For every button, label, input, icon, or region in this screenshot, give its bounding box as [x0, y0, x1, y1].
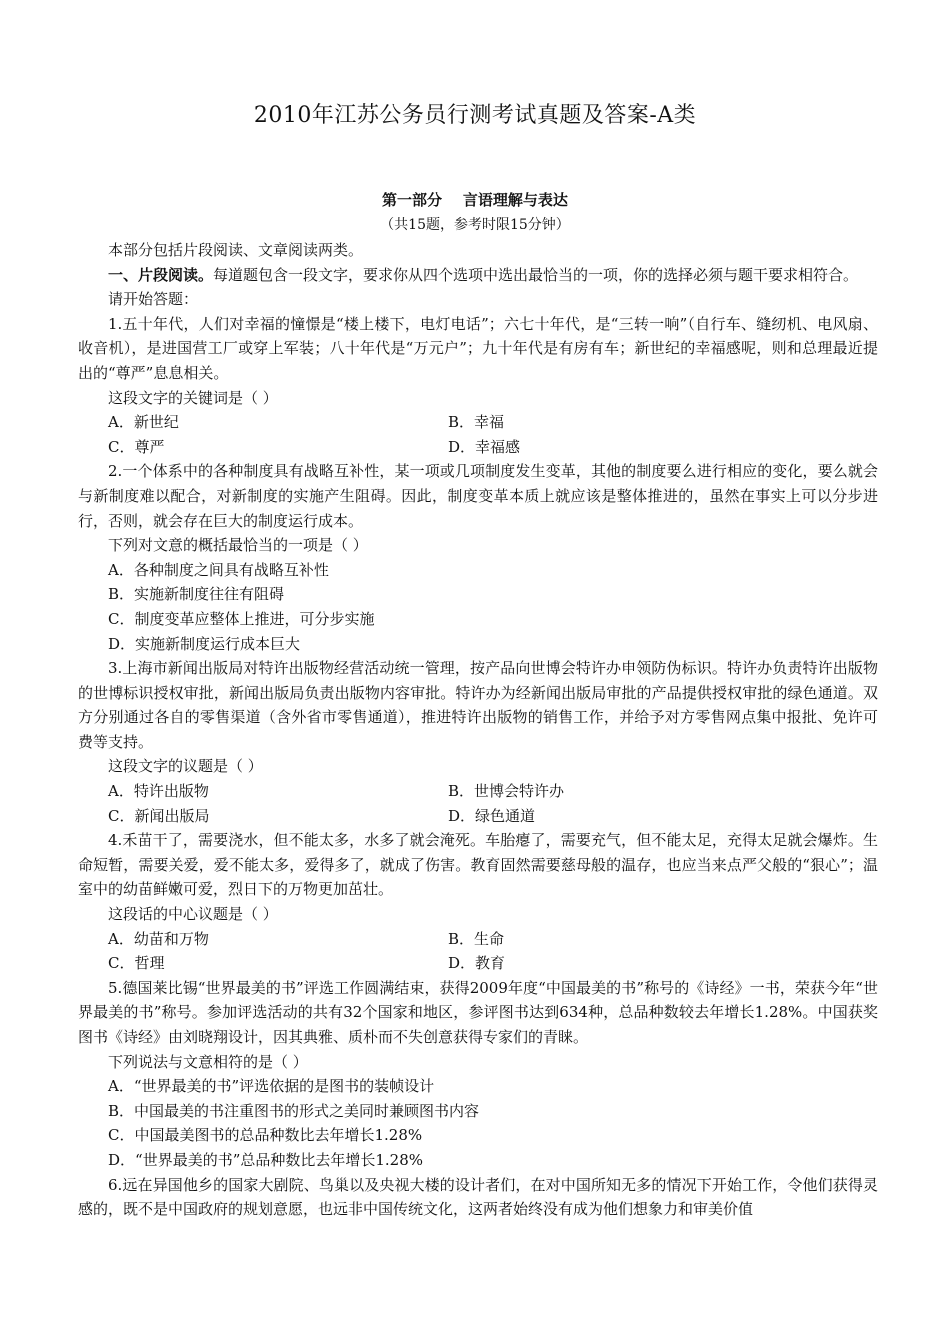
part1-instructions [78, 263, 878, 288]
question-4-prompt: 这段话的中心议题是（ ） [108, 905, 278, 924]
question-2-option-d: D．实施新制度运行成本巨大 [108, 634, 301, 653]
question-1-stem: 1.五十年代，人们对幸福的憧憬是“楼上楼下，电灯电话”；六七十年代，是“三转一响”（自行车、缝纫机、电风扇、收音机），是进国营工厂或穿上军装；八十年代是“万元户”；九十年代是有房有车；新世纪的幸福感呢，则和总理最近提出的“尊严”息息相关。 [78, 314, 878, 382]
question-3-option-b: B．世博会特许办 [448, 782, 565, 801]
question-3-stem: 3.上海市新闻出版局对特许出版物经营活动统一管理，按产品向世博会特许办申领防伪标识。特许办负责特许出版物的世博标识授权审批，新闻出版局负责出版物内容审批。特许办为经新闻出版局审批的产品提供授权审批的绿色通道。双方分别通过各自的零售渠道（含外省市零售通道），推进特许出版物的销售工作，并给予对方零售网点集中报批、免许可费等支持。 [78, 659, 878, 751]
question-1-prompt: 这段文字的关键词是（ ） [108, 388, 278, 407]
section-title: 第一部分 言语理解与表达 [382, 191, 568, 209]
question-4-options [78, 927, 878, 976]
part1-text: 每道题包含一段文字，要求你从四个选项中选出最恰当的一项，你的选择必须与题干要求相符合。 [213, 265, 859, 284]
document-title: 2010年江苏公务员行测考试真题及答案-A类 [253, 103, 697, 128]
question-5-prompt: 下列说法与文意相符的是（ ） [108, 1052, 308, 1071]
question-3-option-c: C．新闻出版局 [108, 806, 210, 825]
question-1-options [78, 410, 878, 459]
question-3-option-d: D．绿色通道 [448, 806, 536, 825]
question-1-option-d: D．幸福感 [448, 437, 521, 456]
question-5-option-c: C．中国最美图书的总品种数比去年增长1.28% [108, 1126, 423, 1145]
question-2-option-c: C．制度变革应整体上推进，可分步实施 [108, 609, 375, 628]
question-3-prompt: 这段文字的议题是（ ） [108, 757, 263, 776]
question-4-option-a: A．幼苗和万物 [108, 929, 209, 948]
question-2-prompt: 下列对文意的概括最恰当的一项是（ ） [108, 536, 368, 555]
question-6-stem: 6.远在异国他乡的国家大剧院、鸟巢以及央视大楼的设计者们，在对中国所知无多的情况下开始工作，令他们获得灵感的，既不是中国政府的规划意愿，也远非中国传统文化，这两者始终没有成为他们想象力和审美价值 [78, 1175, 878, 1219]
question-1-option-c: C．尊严 [108, 437, 165, 456]
question-5-option-d: D．“世界最美的书”总品种数比去年增长1.28% [108, 1150, 424, 1169]
question-5-stem: 5.德国莱比锡“世界最美的书”评选工作圆满结束，获得2009年度“中国最美的书”称号的《诗经》一书，荣获今年“世界最美的书”称号。参加评选活动的共有32个国家和地区，参评图书达到634种，总品种数较去年增长1.28%。中国获奖图书《诗经》由刘晓翔设计，因其典雅、质朴而不失创意获得专家们的青睐。 [78, 978, 878, 1046]
start-text: 请开始答题： [108, 290, 199, 309]
question-2-stem: 2.一个体系中的各种制度具有战略互补性，某一项或几项制度发生变革，其他的制度要么进行相应的变化，要么就会与新制度难以配合，对新制度的实施产生阻碍。因此，制度变革本质上就应该是整体推进的，虽然在事实上可以分步进行，否则，就会存在巨大的制度运行成本。 [78, 462, 878, 530]
document-body [78, 238, 878, 1222]
question-3-options [78, 779, 878, 828]
part1-label: 一、片段阅读。 [108, 265, 214, 284]
intro-text: 本部分包括片段阅读、文章阅读两类。 [108, 241, 364, 259]
question-5-option-b: B．中国最美的书注重图书的形式之美同时兼顾图书内容 [108, 1101, 480, 1120]
question-3-option-a: A．特许出版物 [108, 782, 209, 801]
question-4-option-b: B．生命 [448, 929, 505, 948]
question-4-stem: 4.禾苗干了，需要浇水，但不能太多，水多了就会淹死。车胎瘪了，需要充气，但不能太足，充得太足就会爆炸。生命短暂，需要关爱，爱不能太多，爱得多了，就成了伤害。教育固然需要慈母般的温存，也应当来点严父般的“狠心”；温室中的幼苗鲜嫩可爱，烈日下的万物更加茁壮。 [78, 831, 878, 899]
question-4-option-c: C．哲理 [108, 954, 165, 973]
question-4-option-d: D．教育 [448, 954, 506, 973]
question-1-option-a: A．新世纪 [108, 413, 179, 432]
question-1-option-b: B．幸福 [448, 413, 505, 432]
question-5-option-a: A．“世界最美的书”评选依据的是图书的装帧设计 [108, 1077, 435, 1096]
section-subtitle: （共15题，参考时限15分钟） [380, 217, 570, 233]
question-2-option-a: A．各种制度之间具有战略互补性 [108, 560, 329, 579]
question-2-option-b: B．实施新制度往往有阻碍 [108, 585, 285, 604]
